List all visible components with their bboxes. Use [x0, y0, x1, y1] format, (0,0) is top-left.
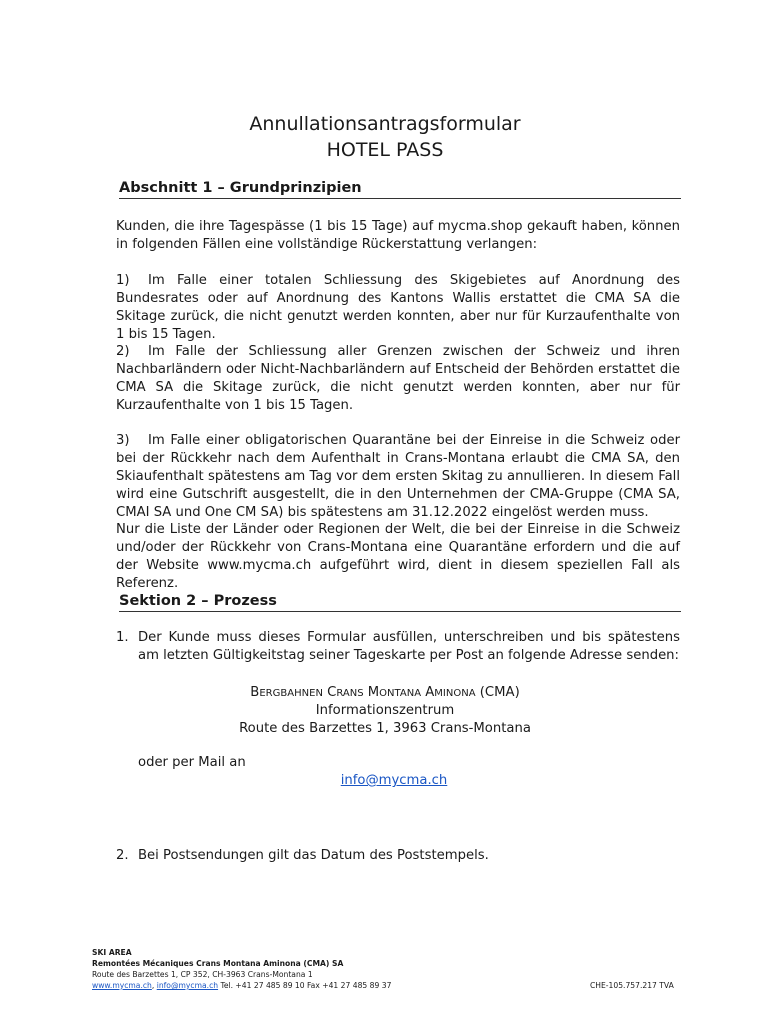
address-street: Route des Barzettes 1, 3963 Crans-Montana: [239, 721, 531, 736]
document-subtitle: HOTEL PASS: [326, 139, 444, 161]
section-2-heading: Sektion 2 – Prozess: [119, 593, 681, 612]
footer-company: Remontées Mécaniques Crans Montana Aminona (CMA) SA: [92, 959, 344, 968]
section-1-intro: Kunden, die ihre Tagespässe (1 bis 15 Tage) auf mycma.shop gekauft haben, können in folgenden Fällen eine vollständige Rückerstattung verlangen:: [116, 219, 680, 252]
step-2-number: 2.: [116, 848, 129, 863]
step-1-text: Der Kunde muss dieses Formular ausfüllen, unterschreiben und bis spätestens am letzten Gültigkeitstag seiner Tageskarte per Post an folgende Adresse senden:: [138, 630, 680, 663]
case-3-text: Im Falle einer obligatorischen Quarantäne bei der Einreise in die Schweiz oder bei der Rückkehr nach dem Aufenthalt in Crans-Montana erlaubt die CMA SA, den Skiaufenthalt spätestens am Tag vor dem ersten Skitag zu annullieren. In diesem Fall wird eine Gutschrift ausgestellt, die in den Unternehmen der CMA-Gruppe (CMA SA, CMAI SA und One CM SA) bis spätestens am 31.12.2022 eingelöst werden muss.: [116, 433, 680, 520]
process-step-2: [116, 847, 680, 865]
footer-contact: [92, 980, 391, 991]
case-1-text: Im Falle einer totalen Schliessung des Skigebietes auf Anordnung des Bundesrates oder auf Anordnung des Kantons Wallis erstattet die CMA SA die Skitage zurück, die nicht genutzt werden konnten, aber nur für Kurzaufenthalte von 1 bis 15 Tagen.: [116, 273, 680, 342]
step-1-number: 1.: [116, 630, 129, 645]
case-2-number: 2): [116, 344, 130, 359]
mail-lead-text: oder per Mail an: [138, 755, 246, 770]
document-title: Annullationsantragsformular: [249, 113, 521, 135]
address-department: Informationszentrum: [315, 703, 455, 718]
section-1-heading: Abschnitt 1 – Grundprinzipien: [119, 180, 681, 199]
case-3-paragraph: [116, 432, 680, 522]
case-1-paragraph: [116, 272, 680, 344]
footer-ski-area: SKI AREA: [92, 948, 132, 957]
email-link[interactable]: info@mycma.ch: [340, 773, 448, 788]
footer-phones: Tel. +41 27 485 89 10 Fax +41 27 485 89 37: [218, 981, 392, 990]
case-1-number: 1): [116, 273, 130, 288]
process-step-1: [116, 629, 680, 665]
step-2-text: Bei Postsendungen gilt das Datum des Poststempels.: [138, 848, 489, 863]
footer-web-link[interactable]: www.mycma.ch: [92, 981, 152, 990]
footer-vat-number: CHE-105.757.217 TVA: [590, 981, 674, 990]
footer-address: Route des Barzettes 1, CP 352, CH-3963 Crans-Montana 1: [92, 970, 313, 979]
case-3-number: 3): [116, 433, 130, 448]
footer-separator: ,: [151, 981, 157, 990]
address-company-text: BERGBAHNEN CRANS MONTANA AMINONA (CMA): [250, 685, 520, 700]
case-2-paragraph: [116, 343, 680, 415]
footer-email-link[interactable]: info@mycma.ch: [156, 981, 219, 990]
case-2-text: Im Falle der Schliessung aller Grenzen zwischen der Schweiz und ihren Nachbarländern oder Nicht-Nachbarländern auf Entscheid der Behörden erstattet die CMA SA die Skitage zurück, die nicht genutzt werden konnten, aber nur für Kurzaufenthalte von 1 bis 15 Tagen.: [116, 344, 680, 413]
case-3-note: Nur die Liste der Länder oder Regionen der Welt, die bei der Einreise in die Schweiz und/oder der Rückkehr von Crans-Montana eine Quarantäne erfordern und die auf der Website www.mycma.ch aufgeführt wird, dient in diesem speziellen Fall als Referenz.: [116, 522, 680, 591]
